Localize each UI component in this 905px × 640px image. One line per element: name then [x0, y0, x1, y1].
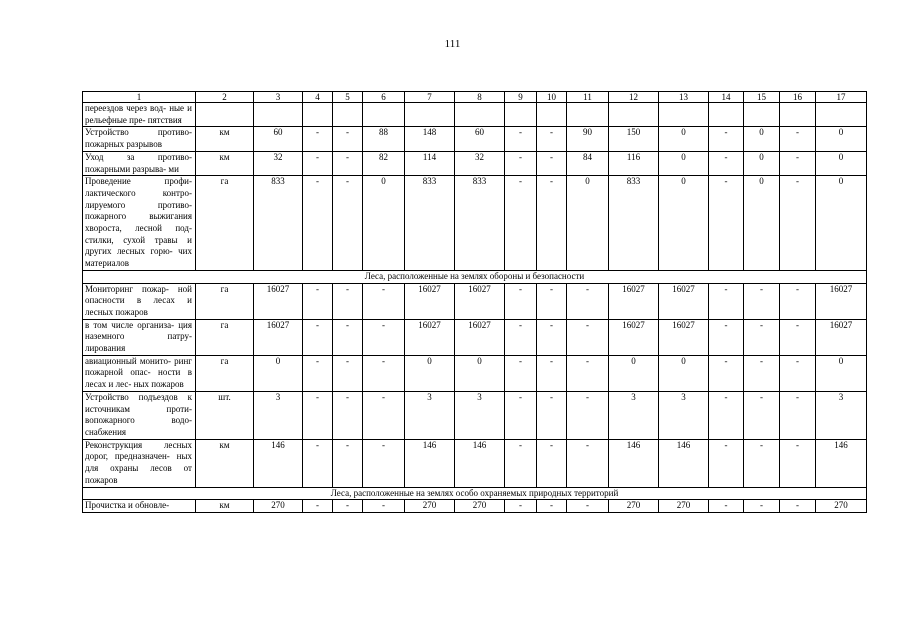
value-cell: - [363, 500, 405, 513]
value-cell: - [780, 439, 816, 487]
value-cell: - [744, 439, 780, 487]
value-cell: 3 [816, 391, 867, 439]
value-cell: - [363, 283, 405, 319]
section-row [83, 487, 867, 500]
unit-cell: км [196, 127, 254, 151]
value-cell: - [505, 439, 537, 487]
table-row [83, 283, 867, 319]
value-cell [567, 103, 609, 127]
value-cell: - [709, 283, 744, 319]
unit-cell [196, 103, 254, 127]
value-cell: - [505, 355, 537, 391]
value-cell: 116 [609, 151, 659, 175]
value-cell: - [505, 391, 537, 439]
value-cell: 146 [254, 439, 303, 487]
value-cell: 16027 [405, 319, 455, 355]
value-cell: 88 [363, 127, 405, 151]
activity-name: Проведение профи- лактического контро- лируемого противо- пожарного выжигания хвороста, лесной под- стилки, сухой травы и других лесных горю- чих материалов [83, 176, 196, 271]
value-cell: 84 [567, 151, 609, 175]
value-cell [333, 103, 363, 127]
value-cell: 16027 [659, 319, 709, 355]
value-cell: - [505, 500, 537, 513]
value-cell: - [567, 439, 609, 487]
value-cell: - [363, 355, 405, 391]
value-cell: - [567, 355, 609, 391]
value-cell: 16027 [609, 319, 659, 355]
table-row [83, 103, 867, 127]
value-cell: - [780, 176, 816, 271]
value-cell: 82 [363, 151, 405, 175]
value-cell: 3 [405, 391, 455, 439]
value-cell: 0 [659, 176, 709, 271]
column-number: 10 [537, 92, 567, 103]
value-cell: 270 [405, 500, 455, 513]
value-cell: 146 [405, 439, 455, 487]
column-number: 12 [609, 92, 659, 103]
value-cell: - [303, 500, 333, 513]
value-cell: 0 [659, 355, 709, 391]
value-cell: 16027 [816, 319, 867, 355]
value-cell: - [303, 176, 333, 271]
column-number: 17 [816, 92, 867, 103]
table-row [83, 176, 867, 271]
value-cell [659, 103, 709, 127]
unit-cell: га [196, 319, 254, 355]
value-cell: - [780, 319, 816, 355]
value-cell: - [537, 500, 567, 513]
value-cell: - [303, 319, 333, 355]
value-cell: 0 [609, 355, 659, 391]
activity-name: в том числе организа- ция наземного патру- лирования [83, 319, 196, 355]
forest-protection-table [82, 91, 867, 513]
value-cell: 60 [254, 127, 303, 151]
value-cell: - [333, 151, 363, 175]
value-cell: 16027 [609, 283, 659, 319]
activity-name: переездов через вод- ные и рельефные пре- пятствия [83, 103, 196, 127]
value-cell: 0 [744, 151, 780, 175]
unit-cell: км [196, 500, 254, 513]
value-cell: - [744, 391, 780, 439]
value-cell: 0 [455, 355, 505, 391]
value-cell: - [303, 391, 333, 439]
column-number: 4 [303, 92, 333, 103]
value-cell: 32 [254, 151, 303, 175]
value-cell: 0 [567, 176, 609, 271]
value-cell: 16027 [405, 283, 455, 319]
table-row [83, 151, 867, 175]
unit-cell: км [196, 151, 254, 175]
value-cell [303, 103, 333, 127]
value-cell: - [333, 355, 363, 391]
value-cell: 16027 [455, 283, 505, 319]
column-number: 2 [196, 92, 254, 103]
value-cell: - [780, 127, 816, 151]
value-cell: - [709, 176, 744, 271]
value-cell: - [709, 439, 744, 487]
value-cell: - [709, 500, 744, 513]
unit-cell: шт. [196, 391, 254, 439]
value-cell: - [303, 355, 333, 391]
activity-name: Мониторинг пожар- ной опасности в лесах и лесных пожаров [83, 283, 196, 319]
value-cell: - [709, 151, 744, 175]
unit-cell: га [196, 176, 254, 271]
activity-name: Устройство подъездов к источникам проти- вопожарного водо- снабжения [83, 391, 196, 439]
value-cell: - [333, 127, 363, 151]
value-cell [744, 103, 780, 127]
value-cell: 146 [455, 439, 505, 487]
value-cell: - [363, 319, 405, 355]
table-row [83, 500, 867, 513]
value-cell: - [505, 283, 537, 319]
value-cell [363, 103, 405, 127]
value-cell: 146 [609, 439, 659, 487]
table-row [83, 319, 867, 355]
column-number: 5 [333, 92, 363, 103]
value-cell: 3 [455, 391, 505, 439]
value-cell: 16027 [816, 283, 867, 319]
value-cell: 146 [816, 439, 867, 487]
value-cell: - [333, 439, 363, 487]
unit-cell: км [196, 439, 254, 487]
column-number: 14 [709, 92, 744, 103]
value-cell: 0 [816, 355, 867, 391]
value-cell [709, 103, 744, 127]
value-cell: 32 [455, 151, 505, 175]
value-cell: - [537, 391, 567, 439]
activity-name: авиационный монито- ринг пожарной опас- ности в лесах и лес- ных пожаров [83, 355, 196, 391]
value-cell: 3 [254, 391, 303, 439]
column-number: 16 [780, 92, 816, 103]
value-cell: - [744, 319, 780, 355]
column-number: 9 [505, 92, 537, 103]
value-cell: - [744, 283, 780, 319]
section-title: Леса, расположенные на землях обороны и безопасности [83, 270, 867, 283]
value-cell: - [363, 439, 405, 487]
value-cell [405, 103, 455, 127]
value-cell: 0 [744, 176, 780, 271]
activity-name: Прочистка и обновле- [83, 500, 196, 513]
value-cell: - [709, 355, 744, 391]
value-cell: - [537, 127, 567, 151]
value-cell [609, 103, 659, 127]
value-cell: - [537, 355, 567, 391]
value-cell: 833 [405, 176, 455, 271]
value-cell: 270 [455, 500, 505, 513]
value-cell: 16027 [254, 283, 303, 319]
section-title: Леса, расположенные на землях особо охраняемых природных территорий [83, 487, 867, 500]
value-cell [455, 103, 505, 127]
column-number: 15 [744, 92, 780, 103]
value-cell: 146 [659, 439, 709, 487]
value-cell: 0 [744, 127, 780, 151]
page-number: 111 [444, 38, 461, 50]
value-cell: 270 [254, 500, 303, 513]
value-cell: 0 [816, 151, 867, 175]
value-cell: 0 [659, 151, 709, 175]
value-cell [780, 103, 816, 127]
value-cell: - [537, 319, 567, 355]
value-cell: - [333, 176, 363, 271]
value-cell: 114 [405, 151, 455, 175]
value-cell: 833 [455, 176, 505, 271]
value-cell: - [744, 500, 780, 513]
value-cell: 0 [254, 355, 303, 391]
table-row [83, 391, 867, 439]
value-cell: - [709, 127, 744, 151]
table-row [83, 439, 867, 487]
value-cell: - [505, 319, 537, 355]
value-cell: 0 [659, 127, 709, 151]
value-cell: 270 [609, 500, 659, 513]
value-cell: - [505, 151, 537, 175]
value-cell: - [709, 391, 744, 439]
value-cell: - [744, 355, 780, 391]
value-cell: 3 [609, 391, 659, 439]
column-number: 6 [363, 92, 405, 103]
value-cell: 0 [816, 176, 867, 271]
value-cell: - [303, 439, 333, 487]
unit-cell: га [196, 283, 254, 319]
value-cell: - [303, 283, 333, 319]
value-cell: 90 [567, 127, 609, 151]
value-cell: 270 [659, 500, 709, 513]
value-cell: 60 [455, 127, 505, 151]
value-cell: 16027 [254, 319, 303, 355]
table-row [83, 355, 867, 391]
value-cell: - [537, 283, 567, 319]
activity-name: Уход за противо- пожарными разрыва- ми [83, 151, 196, 175]
section-row [83, 270, 867, 283]
value-cell [254, 103, 303, 127]
column-number-row [83, 92, 867, 103]
value-cell: 16027 [455, 319, 505, 355]
value-cell: - [567, 500, 609, 513]
value-cell: - [363, 391, 405, 439]
activity-name: Устройство противо- пожарных разрывов [83, 127, 196, 151]
value-cell [505, 103, 537, 127]
value-cell: 3 [659, 391, 709, 439]
value-cell: 16027 [659, 283, 709, 319]
column-number: 13 [659, 92, 709, 103]
value-cell: - [303, 127, 333, 151]
value-cell [537, 103, 567, 127]
value-cell: - [537, 439, 567, 487]
value-cell: 270 [816, 500, 867, 513]
value-cell: 150 [609, 127, 659, 151]
value-cell: - [537, 176, 567, 271]
value-cell: 833 [609, 176, 659, 271]
activity-name: Реконструкция лесных дорог, предназначен- ных для охраны лесов от пожаров [83, 439, 196, 487]
value-cell: - [333, 319, 363, 355]
value-cell: - [780, 391, 816, 439]
value-cell: - [505, 176, 537, 271]
value-cell: 833 [254, 176, 303, 271]
unit-cell: га [196, 355, 254, 391]
column-number: 8 [455, 92, 505, 103]
value-cell: - [780, 151, 816, 175]
value-cell: 0 [816, 127, 867, 151]
column-number: 11 [567, 92, 609, 103]
value-cell: - [567, 283, 609, 319]
value-cell: - [505, 127, 537, 151]
value-cell: - [709, 319, 744, 355]
value-cell: - [780, 283, 816, 319]
value-cell: - [567, 319, 609, 355]
value-cell: 0 [405, 355, 455, 391]
column-number: 1 [83, 92, 196, 103]
value-cell: 0 [363, 176, 405, 271]
table-row [83, 127, 867, 151]
value-cell: - [780, 355, 816, 391]
value-cell: - [537, 151, 567, 175]
value-cell: - [567, 391, 609, 439]
value-cell: - [780, 500, 816, 513]
value-cell: - [303, 151, 333, 175]
value-cell: - [333, 500, 363, 513]
value-cell [816, 103, 867, 127]
value-cell: - [333, 391, 363, 439]
column-number: 7 [405, 92, 455, 103]
value-cell: - [333, 283, 363, 319]
value-cell: 148 [405, 127, 455, 151]
column-number: 3 [254, 92, 303, 103]
